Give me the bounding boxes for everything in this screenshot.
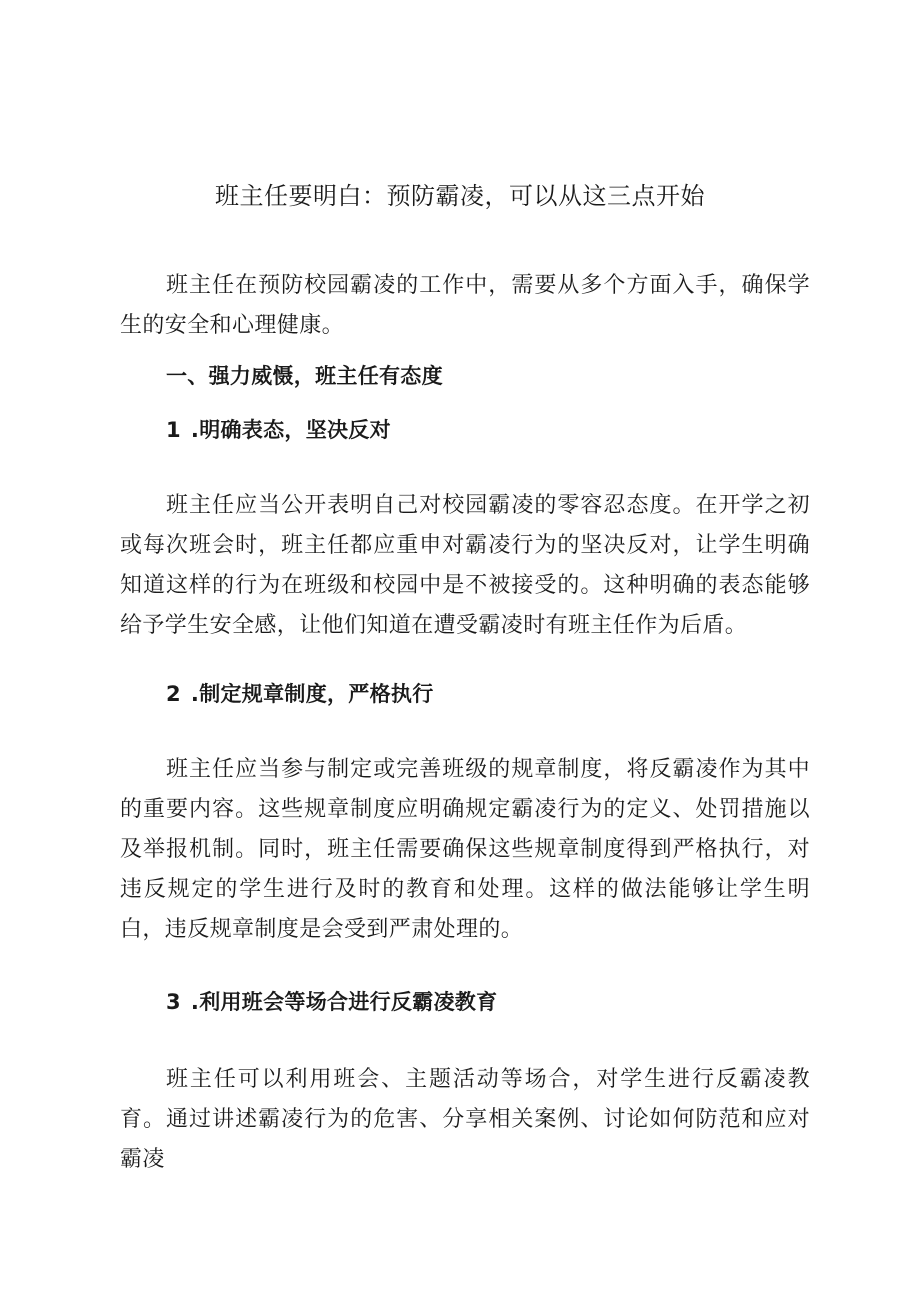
item-body-2: 班主任应当参与制定或完善班级的规章制度，将反霸凌作为其中的重要内容。这些规章制度应明确规定霸凌行为的定义、处罚措施以及举报机制。同时，班主任需要确保这些规章制度得到严格执行，对违反规定的学生进行及时的教育和处理。这样的做法能够让学生明白，违反规章制度是会受到严肃处理的。: [120, 757, 810, 942]
item-number: 1: [166, 418, 181, 442]
item-heading-text: .利用班会等场合进行反霸凌教育: [190, 990, 498, 1014]
section-heading-1: 一、强力威慑，班主任有态度: [166, 364, 443, 388]
item-number: 2: [166, 682, 181, 706]
item-heading-text: .明确表态，坚决反对: [190, 418, 391, 442]
item-heading-3: [166, 982, 497, 1022]
item-heading-1: [166, 410, 391, 450]
item-body-1: 班主任应当公开表明自己对校园霸凌的零容忍态度。在开学之初或每次班会时，班主任都应重申对霸凌行为的坚决反对，让学生明确知道这样的行为在班级和校园中是不被接受的。这种明确的表态能够给予学生安全感，让他们知道在遭受霸凌时有班主任作为后盾。: [120, 493, 810, 638]
document-title: 班主任要明白：预防霸凌，可以从这三点开始: [215, 182, 705, 210]
item-heading-2: [166, 674, 434, 714]
item-heading-text: .制定规章制度，严格执行: [190, 682, 434, 706]
intro-paragraph: 班主任在预防校园霸凌的工作中，需要从多个方面入手，确保学生的安全和心理健康。: [120, 273, 810, 338]
item-body-3: 班主任可以利用班会、主题活动等场合，对学生进行反霸凌教育。通过讲述霸凌行为的危害、分享相关案例、讨论如何防范和应对霸凌: [120, 1067, 810, 1172]
item-number: 3: [166, 990, 181, 1014]
